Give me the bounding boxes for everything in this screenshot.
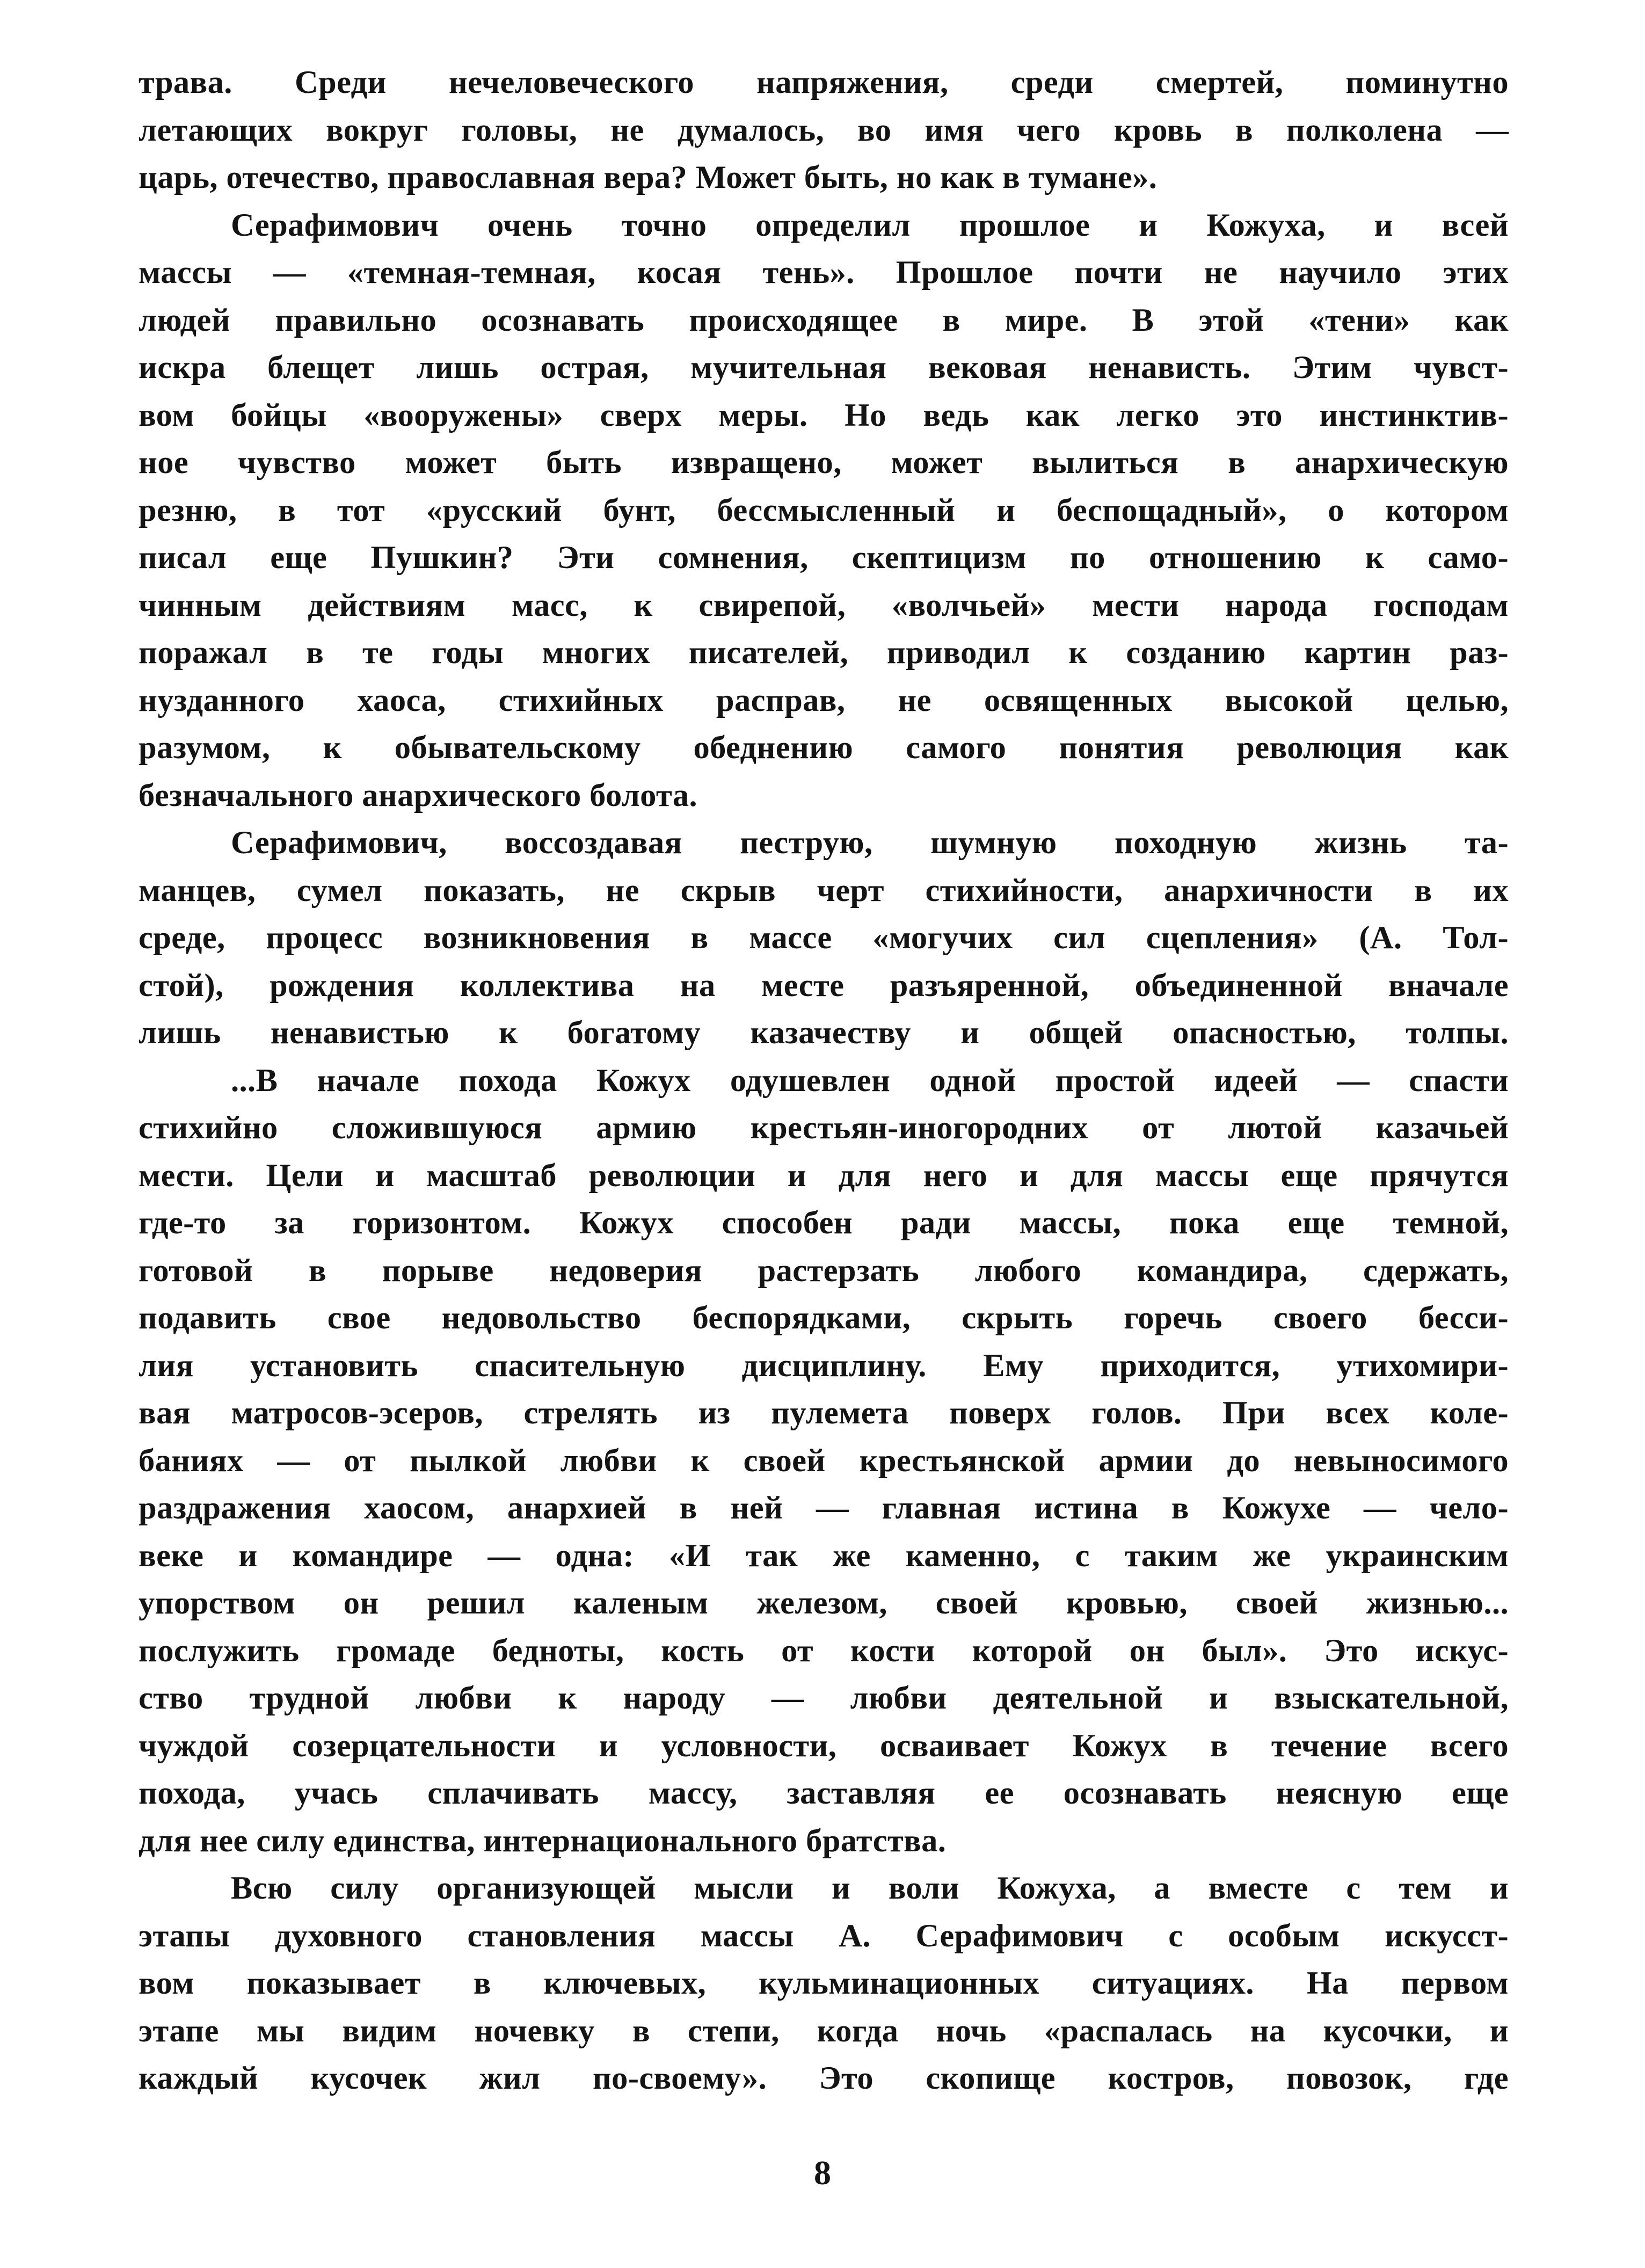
text-line: стихийно сложившуюся армию крестьян-иногородних от лютой казачьей [139, 1110, 1509, 1146]
text-line: чуждой созерцательности и условности, осваивает Кожух в течение всего [139, 1727, 1509, 1764]
text-line: послужить громаде бедноты, кость от кости которой он был». Это искус- [139, 1632, 1509, 1669]
text-line: ...В начале похода Кожух одушевлен одной простой идеей — спасти [231, 1062, 1509, 1099]
text-line: среде, процесс возникновения в массе «могучих сил сцепления» (А. Тол- [139, 920, 1509, 956]
text-line: стой), рождения коллектива на месте разъяренной, объединенной вначале [139, 967, 1509, 1004]
text-line: безначального анархического болота. [139, 777, 698, 813]
text-line: разумом, к обывательскому обеднению самого понятия революция как [139, 730, 1509, 766]
text-line: писал еще Пушкин? Эти сомнения, скептицизм по отношению к само- [139, 540, 1509, 576]
text-line: массы — «темная-темная, косая тень». Прошлое почти не научило этих [139, 255, 1509, 290]
page-number: 8 [814, 2154, 831, 2192]
text-line: ное чувство может быть извращено, может вылиться в анархическую [139, 445, 1509, 481]
text-line: готовой в порыве недоверия растерзать любого командира, сдержать, [139, 1252, 1509, 1289]
text-line: резню, в тот «русский бунт, бессмысленный и беспощадный», о котором [139, 492, 1509, 528]
text-line: Всю силу организующей мысли и воли Кожуха, а вместе с тем и [231, 1870, 1509, 1906]
text-line: подавить свое недовольство беспорядками, скрыть горечь своего бесси- [139, 1300, 1509, 1336]
text-line: нузданного хаоса, стихийных расправ, не освященных высокой целью, [139, 682, 1509, 718]
page-text [139, 59, 1509, 2103]
text-line: вом показывает в ключевых, кульминационных ситуациях. На первом [139, 1965, 1509, 2001]
text-line: Серафимович очень точно определил прошлое и Кожуха, и всей [231, 207, 1509, 243]
text-line: лия установить спасительную дисциплину. Ему приходится, утихомири- [139, 1347, 1509, 1384]
paragraph [139, 1865, 1509, 2103]
text-line: баниях — от пылкой любви к своей крестьянской армии до невыносимого [139, 1442, 1509, 1479]
text-line: искра блещет лишь острая, мучительная вековая ненависть. Этим чувст- [139, 350, 1509, 386]
text-line: этапы духовного становления массы А. Серафимович с особым искусст- [139, 1917, 1509, 1954]
paragraph [139, 59, 1509, 202]
text-line: вом бойцы «вооружены» сверх меры. Но ведь как легко это инстинктив- [139, 397, 1509, 433]
text-line: каждый кусочек жил по-своему». Это скопище костров, повозок, где [139, 2060, 1509, 2096]
text-line: царь, отечество, православная вера? Может быть, но как в тумане». [139, 159, 1158, 195]
text-line: этапе мы видим ночевку в степи, когда ночь «распалась на кусочки, и [139, 2012, 1509, 2049]
text-line: веке и командире — одна: «И так же каменно, с таким же украинским [139, 1537, 1509, 1574]
text-line: поражал в те годы многих писателей, приводил к созданию картин раз- [139, 635, 1509, 671]
text-line: чинным действиям масс, к свирепой, «волчьей» мести народа господам [139, 587, 1509, 623]
text-line: ство трудной любви к народу — любви деятельной и взыскательной, [139, 1680, 1509, 1716]
text-line: вая матросов-эсеров, стрелять из пулемета поверх голов. При всех коле- [139, 1395, 1509, 1431]
text-line: для нее силу единства, интернационального братства. [139, 1822, 947, 1859]
text-line: лишь ненавистью к богатому казачеству и общей опасностью, толпы. [139, 1015, 1509, 1051]
text-line: летающих вокруг головы, не думалось, во имя чего кровь в полколена — [139, 112, 1509, 148]
text-line: Серафимович, воссоздавая пеструю, шумную походную жизнь та- [231, 825, 1509, 861]
text-line: мести. Цели и масштаб революции и для него и для массы еще прячутся [139, 1157, 1509, 1194]
text-line: где-то за горизонтом. Кожух способен ради массы, пока еще темной, [139, 1205, 1509, 1241]
text-line: упорством он решил каленым железом, своей кровью, своей жизнью... [139, 1585, 1509, 1621]
text-line: манцев, сумел показать, не скрыв черт стихийности, анархичности в их [139, 872, 1509, 908]
text-line: людей правильно осознавать происходящее в мире. В этой «тени» как [139, 302, 1509, 338]
paragraph [139, 1057, 1509, 1865]
paragraph [139, 202, 1509, 820]
text-line: трава. Среди нечеловеческого напряжения, среди смертей, поминутно [139, 64, 1509, 100]
text-line: похода, учась сплачивать массу, заставляя ее осознавать неясную еще [139, 1775, 1509, 1811]
paragraph [139, 819, 1509, 1057]
text-line: раздражения хаосом, анархией в ней — главная истина в Кожухе — чело- [139, 1490, 1509, 1526]
